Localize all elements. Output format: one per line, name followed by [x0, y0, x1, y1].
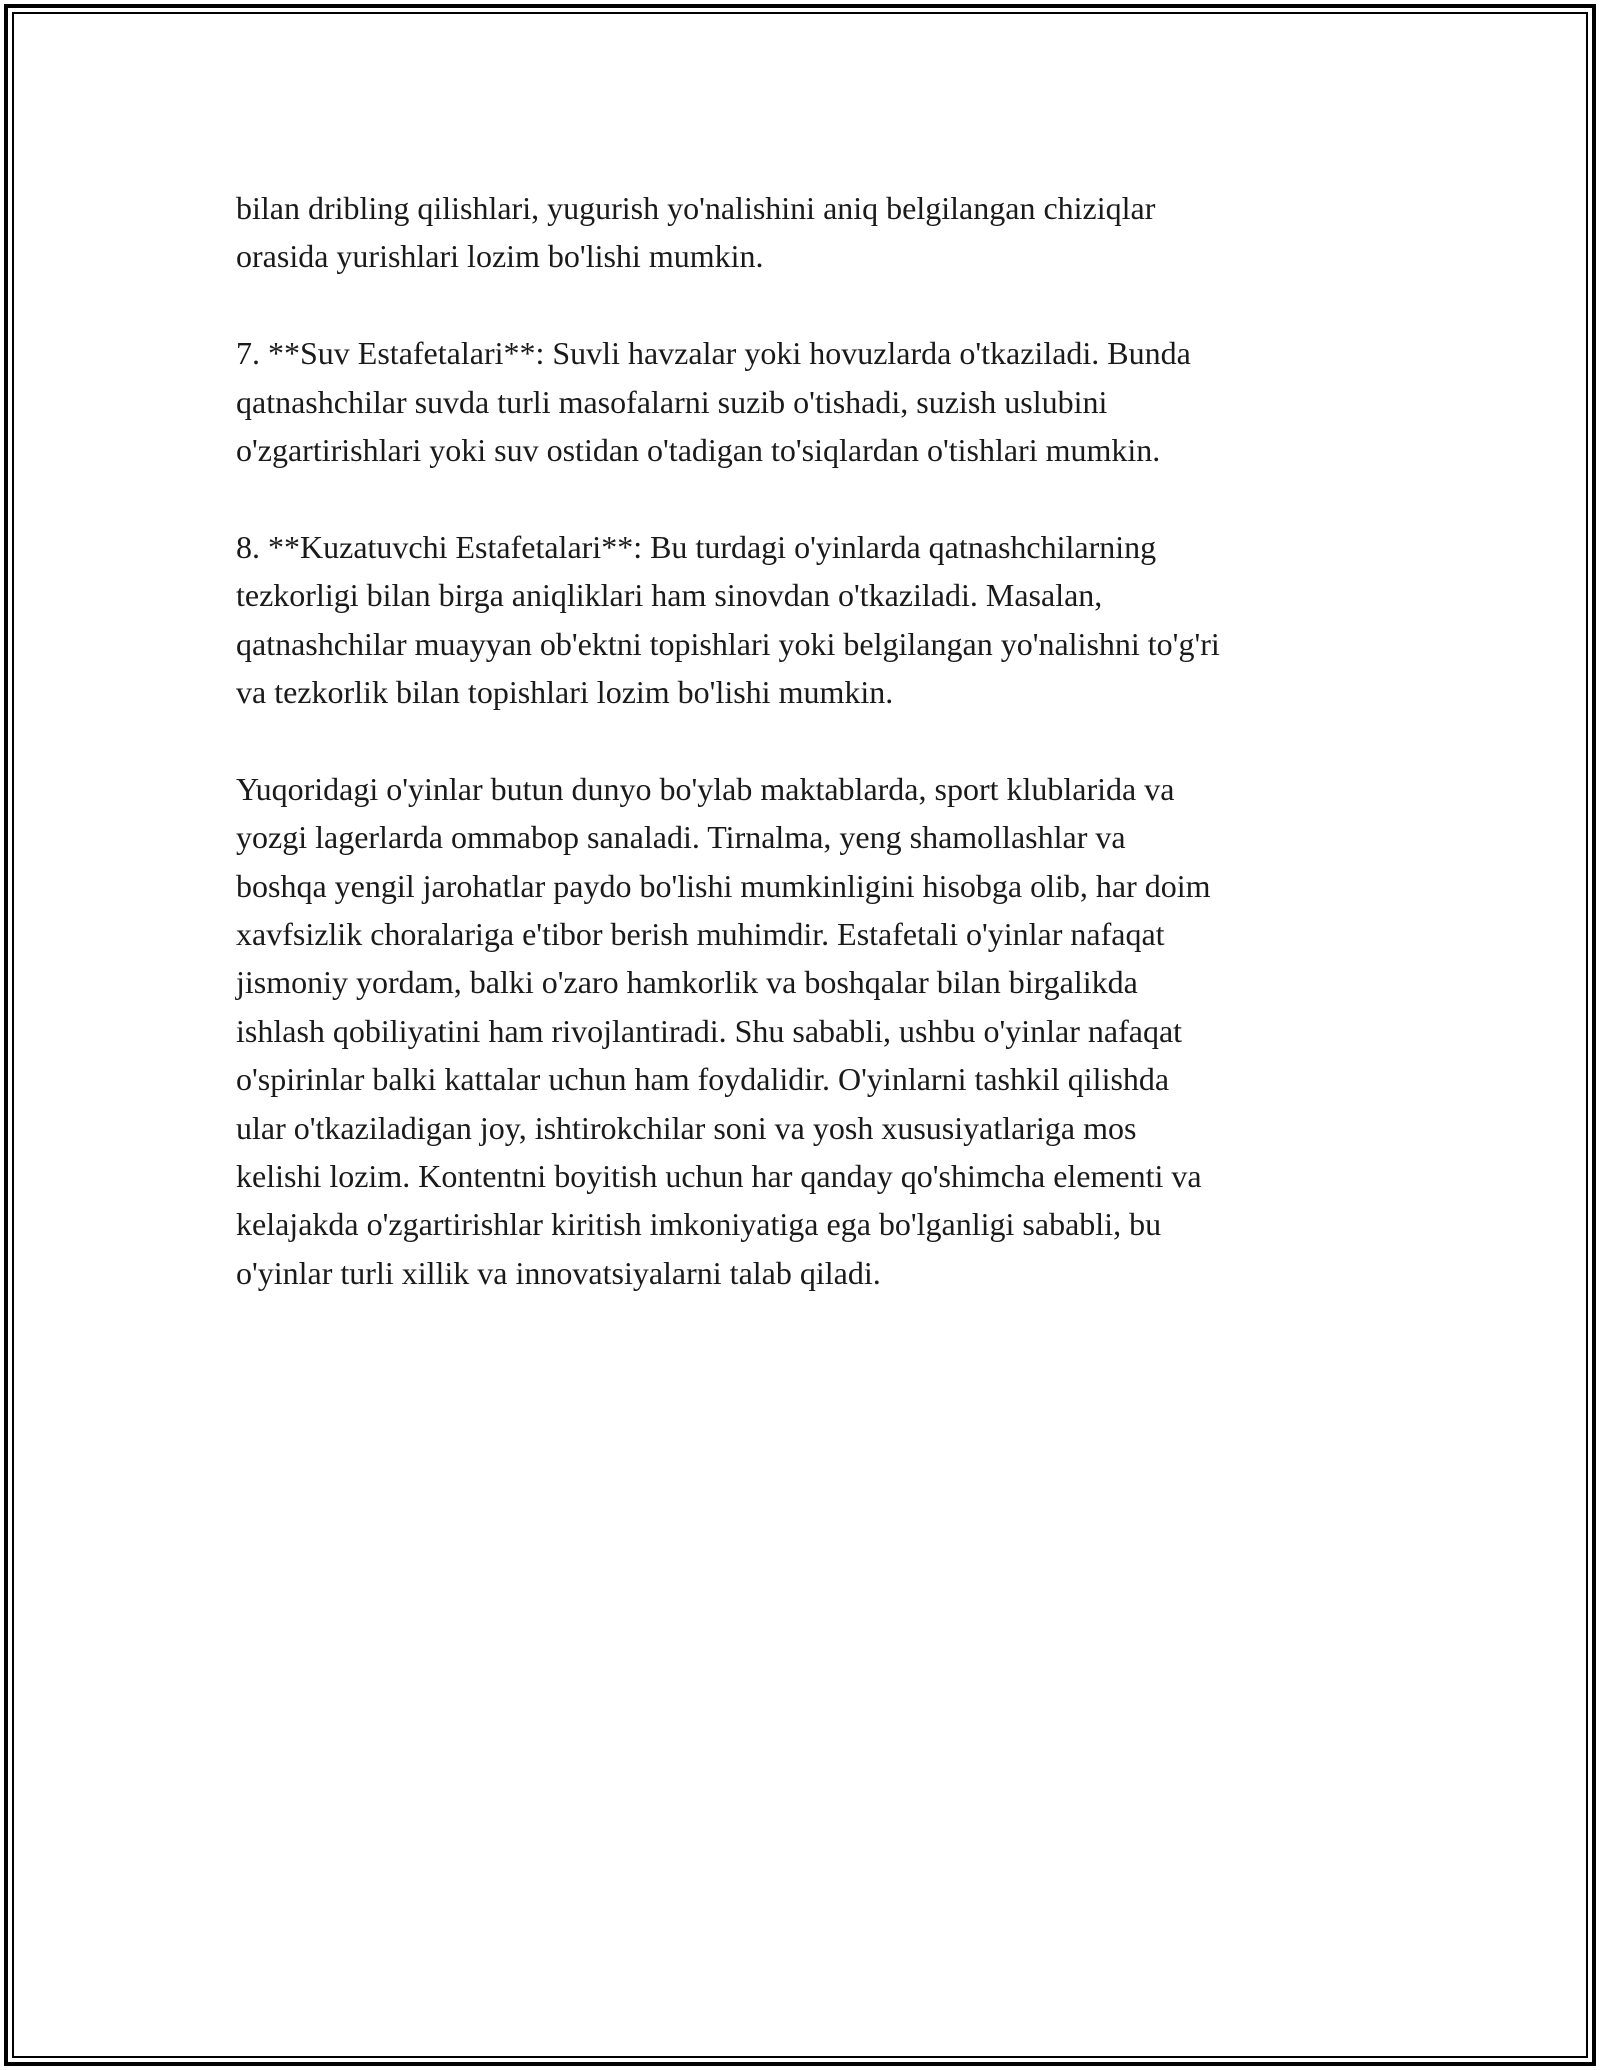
paragraph-conclusion: [236, 765, 1396, 1297]
text-line: jismoniy yordam, balki o'zaro hamkorlik va boshqalar bilan birgalikda: [236, 964, 1138, 1001]
text-line: qatnashchilar suvda turli masofalarni suzib o'tishadi, suzish uslubini: [236, 383, 1108, 420]
text-line: yozgi lagerlarda ommabop sanaladi. Tirnalma, yeng shamollashlar va: [236, 819, 1126, 856]
text-line: o'yinlar turli xillik va innovatsiyalarni talab qiladi.: [236, 1254, 881, 1291]
text-line: va tezkorlik bilan topishlari lozim bo'lishi mumkin.: [236, 674, 894, 711]
text-line: o'zgartirishlari yoki suv ostidan o'tadigan to'siqlardan o'tishlari mumkin.: [236, 432, 1161, 469]
text-line: ular o'tkaziladigan joy, ishtirokchilar soni va yosh xususiyatlariga mos: [236, 1109, 1137, 1146]
text-line: boshqa yengil jarohatlar paydo bo'lishi mumkinligini hisobga olib, har doim: [236, 867, 1211, 904]
text-line: orasida yurishlari lozim bo'lishi mumkin.: [236, 238, 764, 275]
text-line: xavfsizlik choralariga e'tibor berish muhimdir. Estafetali o'yinlar nafaqat: [236, 916, 1165, 953]
text-line: o'spirinlar balki kattalar uchun ham foydalidir. O'yinlarni tashkil qilishda: [236, 1061, 1170, 1098]
text-line: kelajakda o'zgartirishlar kiritish imkoniyatiga ega bo'lganligi sababli, bu: [236, 1206, 1162, 1243]
text-line: 7. **Suv Estafetalari**: Suvli havzalar yoki hovuzlarda o'tkaziladi. Bunda: [236, 335, 1191, 372]
paragraph-dribbling-continuation: [236, 184, 1396, 281]
text-line: 8. **Kuzatuvchi Estafetalari**: Bu turdagi o'yinlarda qatnashchilarning: [236, 528, 1157, 565]
paragraph-water-relays: [236, 329, 1396, 474]
text-line: bilan dribling qilishlari, yugurish yo'nalishini aniq belgilangan chiziqlar: [236, 190, 1156, 226]
paragraph-observer-relays: [236, 523, 1396, 717]
text-line: qatnashchilar muayyan ob'ektni topishlari yoki belgilangan yo'nalishni to'g'ri: [236, 625, 1220, 662]
document-body: [236, 184, 1396, 1346]
text-line: kelishi lozim. Kontentni boyitish uchun har qanday qo'shimcha elementi va: [236, 1158, 1202, 1195]
text-line: Yuqoridagi o'yinlar butun dunyo bo'ylab maktablarda, sport klublarida va: [236, 770, 1175, 807]
text-line: tezkorligi bilan birga aniqliklari ham sinovdan o'tkaziladi. Masalan,: [236, 577, 1103, 614]
text-line: ishlash qobiliyatini ham rivojlantiradi. Shu sababli, ushbu o'yinlar nafaqat: [236, 1012, 1183, 1049]
